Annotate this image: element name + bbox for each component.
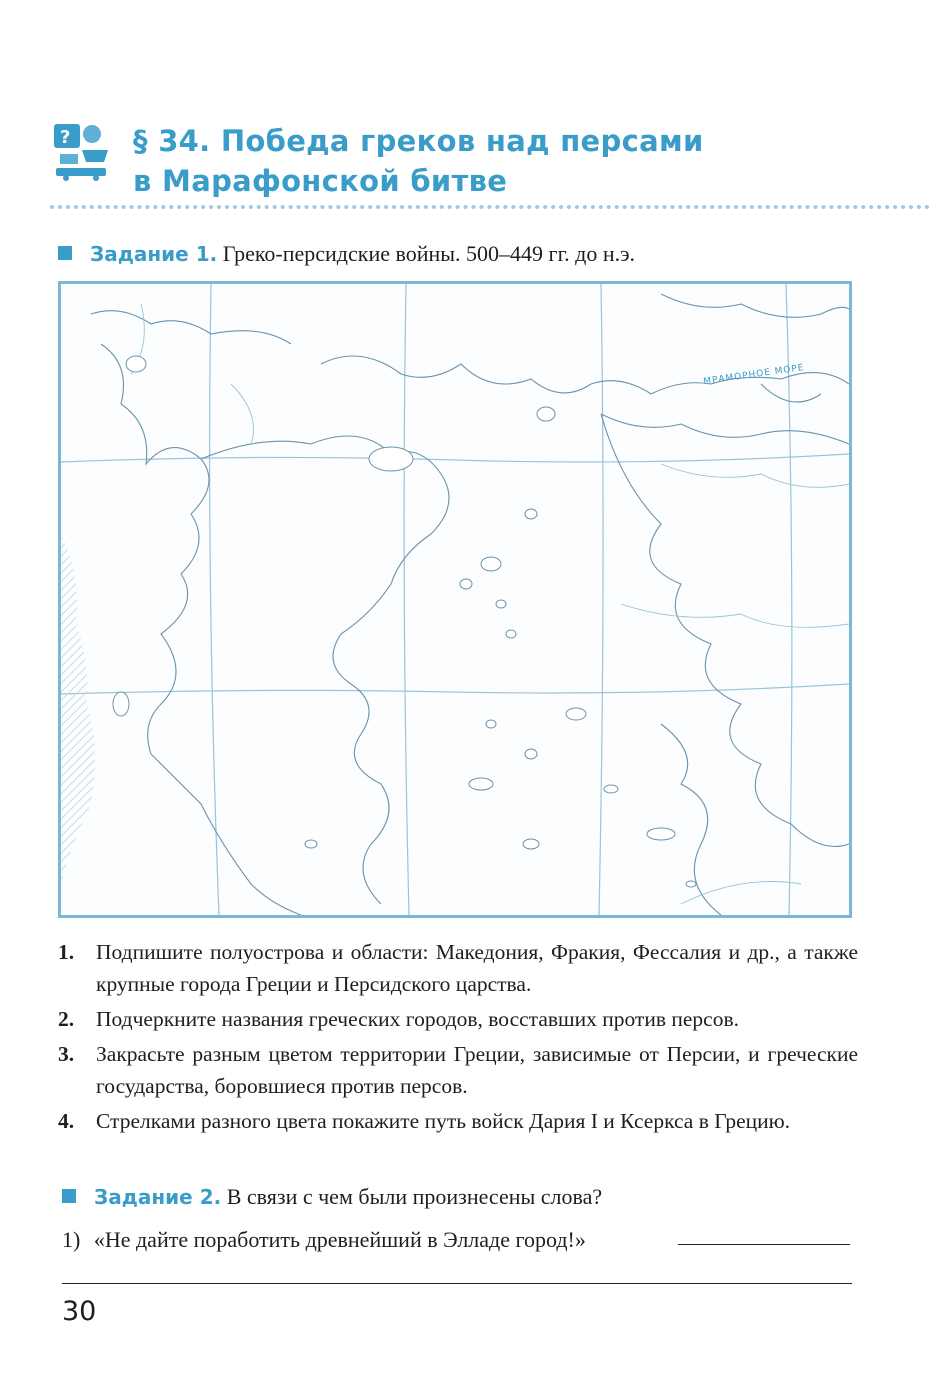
item-text: «Не дайте поработить древнейший в Элладе город!» [93,1227,586,1252]
task1-text: Греко-персидские войны. 500–449 гг. до н.э. [222,241,636,266]
section-title [133,121,704,201]
item-number: 1) [62,1227,81,1252]
item-number: 1. [58,940,75,964]
rivers [131,304,849,904]
section-title-line1: § 34. Победа греков над персами [133,124,704,158]
sea-hatch [61,534,95,884]
item-number: 4. [58,1109,75,1133]
task2-heading [62,1183,602,1211]
task1-items [58,936,858,1140]
bullet-square-icon [62,1189,76,1203]
section-title-line2: в Марафонской битве [133,164,508,198]
task2-label: Задание 2. [94,1185,222,1209]
task1-item [58,1105,858,1137]
item-number: 3. [58,1042,75,1066]
item-text: Стрелками разного цвета покажите путь войск Дария I и Ксеркса в Грецию. [96,1109,791,1133]
study-icon [52,120,110,182]
bullet-square-icon [58,246,72,260]
task1-label: Задание 1. [90,242,218,266]
task1-item [58,936,858,1000]
dotted-divider [50,205,930,209]
svg-text:?: ? [60,127,71,148]
item-text: Закрасьте разным цветом территории Греции, зависимые от Персии, и греческие государства, боровшиеся против персов. [96,1042,858,1098]
item-text: Подчеркните названия греческих городов, восставших против персов. [96,1007,739,1031]
item-number: 2. [58,1007,75,1031]
item-text: Подпишите полуострова и области: Македония, Фракия, Фессалия и др., а также крупные города Греции и Персидского царства. [96,940,858,996]
task2-item [62,1226,586,1254]
task1-item [58,1038,858,1102]
answer-line[interactable] [678,1244,850,1245]
map-label-sea: МРАМОРНОЕ МОРЕ [702,362,806,388]
task1-item [58,1003,858,1035]
page-number: 30 [62,1296,97,1327]
answer-line[interactable] [62,1283,852,1284]
contour-map [58,281,852,918]
task1-heading [58,240,635,268]
task2-text: В связи с чем были произнесены слова? [226,1184,603,1209]
coastlines [91,294,849,915]
